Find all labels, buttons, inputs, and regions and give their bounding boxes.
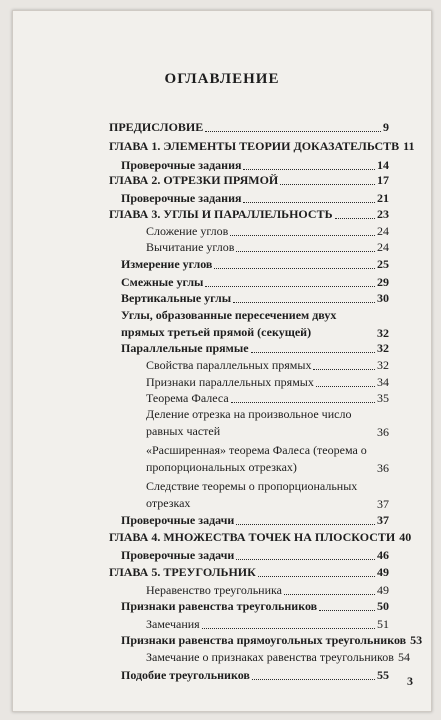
toc-entry-title: ПРЕДИСЛОВИЕ xyxy=(109,120,204,134)
toc-entry-page: 54 xyxy=(397,650,410,664)
toc-entry-title: Углы, образованные пересечением двух прямых третьей прямой (секущей) xyxy=(121,308,337,339)
toc-entry-page: 29 xyxy=(377,275,389,289)
toc-entry-title: Параллельные прямые xyxy=(121,341,249,355)
toc-entry-page: 24 xyxy=(377,224,389,238)
toc-entry xyxy=(121,273,389,290)
toc-entry xyxy=(109,171,389,188)
toc-entry-title: Признаки параллельных прямых xyxy=(146,375,314,389)
toc-entry-title: Замечание о признаках равенства треугольников xyxy=(146,650,394,664)
dot-leader xyxy=(243,169,375,170)
dot-leader xyxy=(233,302,375,303)
toc-entry-title: ГЛАВА 1. ЭЛЕМЕНТЫ ТЕОРИИ ДОКАЗАТЕЛЬСТВ xyxy=(109,139,400,153)
toc-entry-title: Свойства параллельных прямых xyxy=(146,358,312,372)
toc-entry-page: 32 xyxy=(377,326,389,340)
toc-entry-page: 49 xyxy=(377,583,389,597)
toc-entry-page: 34 xyxy=(377,375,389,389)
toc-entry-title: Признаки равенства прямоугольных треугольников xyxy=(121,633,407,647)
dot-leader xyxy=(284,594,375,595)
dot-leader xyxy=(236,524,375,525)
dot-leader xyxy=(251,352,375,353)
toc-entry xyxy=(146,222,389,239)
toc-entry-title: Проверочные задания xyxy=(121,158,242,172)
toc-entry xyxy=(146,581,389,598)
dot-leader xyxy=(236,559,375,560)
toc-entry-page: 25 xyxy=(377,257,389,271)
toc-entry xyxy=(109,118,389,135)
toc-entry-page: 24 xyxy=(377,240,389,254)
toc-entry xyxy=(121,511,389,528)
toc-entry-title: Сложение углов xyxy=(146,224,229,238)
toc-entry-title: «Расширенная» теорема Фалеса (теорема о пропорциональных отрезках) xyxy=(146,443,367,474)
toc-entry-title: Проверочные задачи xyxy=(121,513,235,527)
toc-entry xyxy=(121,255,389,272)
toc-entry-page: 37 xyxy=(377,513,389,527)
toc-entry xyxy=(146,406,389,440)
dot-leader xyxy=(335,218,375,219)
dot-leader xyxy=(243,202,375,203)
toc-entry-title: Проверочные задания xyxy=(121,191,242,205)
toc-entry xyxy=(146,389,389,406)
toc-entry xyxy=(146,373,389,390)
dot-leader xyxy=(230,235,375,236)
toc-entry-page: 36 xyxy=(377,425,389,439)
toc-entry-page: 50 xyxy=(377,599,389,613)
toc-entry xyxy=(121,546,389,563)
toc-entry-page: 49 xyxy=(377,565,389,579)
toc-entry xyxy=(146,238,389,255)
toc-entry-title: Измерение углов xyxy=(121,257,213,271)
page-title: ОГЛАВЛЕНИЕ xyxy=(164,71,280,87)
dot-leader xyxy=(202,628,375,629)
toc-entry xyxy=(146,615,389,632)
toc-entry-title: Деление отрезка на произвольное число равных частей xyxy=(146,407,352,438)
toc-entry xyxy=(109,528,412,545)
toc-entry-page: 40 xyxy=(399,530,412,544)
dot-leader xyxy=(313,369,375,370)
toc-entry-title: Замечания xyxy=(146,617,200,631)
dot-leader xyxy=(258,576,375,577)
toc-entry-page: 53 xyxy=(410,633,423,647)
toc-entry-page: 23 xyxy=(377,207,389,221)
dot-leader xyxy=(214,268,375,269)
toc-entry xyxy=(121,631,423,648)
toc-entry-title: Смежные углы xyxy=(121,275,204,289)
dot-leader xyxy=(252,679,375,680)
toc-entry xyxy=(109,137,415,154)
toc-entry-title: ГЛАВА 4. МНОЖЕСТВА ТОЧЕК НА ПЛОСКОСТИ xyxy=(109,530,396,544)
dot-leader xyxy=(231,402,375,403)
toc-entry xyxy=(121,307,389,341)
toc-entry-title: Теорема Фалеса xyxy=(146,391,229,405)
toc-entry-title: Вычитание углов xyxy=(146,240,235,254)
toc-entry-page: 37 xyxy=(377,497,389,511)
toc-entry-page: 32 xyxy=(377,358,389,372)
dot-leader xyxy=(205,131,381,132)
toc-entry-title: Следствие теоремы о пропорциональных отрезках xyxy=(146,479,358,510)
toc-entry xyxy=(146,442,389,476)
toc-entry xyxy=(109,205,389,222)
toc-entry xyxy=(146,356,389,373)
toc-entry-title: Признаки равенства треугольников xyxy=(121,599,318,613)
toc-entry-page: 11 xyxy=(403,139,415,153)
toc-entry-page: 51 xyxy=(377,617,389,631)
dot-leader xyxy=(319,610,375,611)
toc-entry-title: Подобие треугольников xyxy=(121,668,250,682)
toc-entry-page: 36 xyxy=(377,461,389,475)
toc-entry-page: 17 xyxy=(377,173,389,187)
toc-entry xyxy=(121,666,389,683)
toc-entry-title: Вертикальные углы xyxy=(121,291,232,305)
toc-entry-page: 21 xyxy=(377,191,389,205)
toc-entry-title: Проверочные задачи xyxy=(121,548,235,562)
dot-leader xyxy=(316,386,375,387)
toc-entry-page: 30 xyxy=(377,291,389,305)
toc-entry xyxy=(146,478,389,512)
toc-entry-title: ГЛАВА 2. ОТРЕЗКИ ПРЯМОЙ xyxy=(109,173,279,187)
dot-leader xyxy=(280,184,375,185)
toc-entry-page: 35 xyxy=(377,391,389,405)
toc-entry-page: 14 xyxy=(377,158,389,172)
toc-entry-title: ГЛАВА 3. УГЛЫ И ПАРАЛЛЕЛЬНОСТЬ xyxy=(109,207,333,221)
book-page xyxy=(12,10,432,712)
toc-entry xyxy=(121,189,389,206)
toc-entry xyxy=(146,648,410,665)
toc-entry-title: Неравенство треугольника xyxy=(146,583,282,597)
page-number: 3 xyxy=(407,674,413,688)
toc-entry-page: 32 xyxy=(377,341,389,355)
toc-entry-title: ГЛАВА 5. ТРЕУГОЛЬНИК xyxy=(109,565,256,579)
toc-entry xyxy=(121,289,389,306)
dot-leader xyxy=(205,286,375,287)
toc-entry-page: 9 xyxy=(383,120,389,134)
toc-entry xyxy=(121,597,389,614)
toc-entry-page: 55 xyxy=(377,668,389,682)
toc-entry xyxy=(121,339,389,356)
toc-entry xyxy=(109,563,389,580)
toc-entry-page: 46 xyxy=(377,548,389,562)
dot-leader xyxy=(236,251,375,252)
